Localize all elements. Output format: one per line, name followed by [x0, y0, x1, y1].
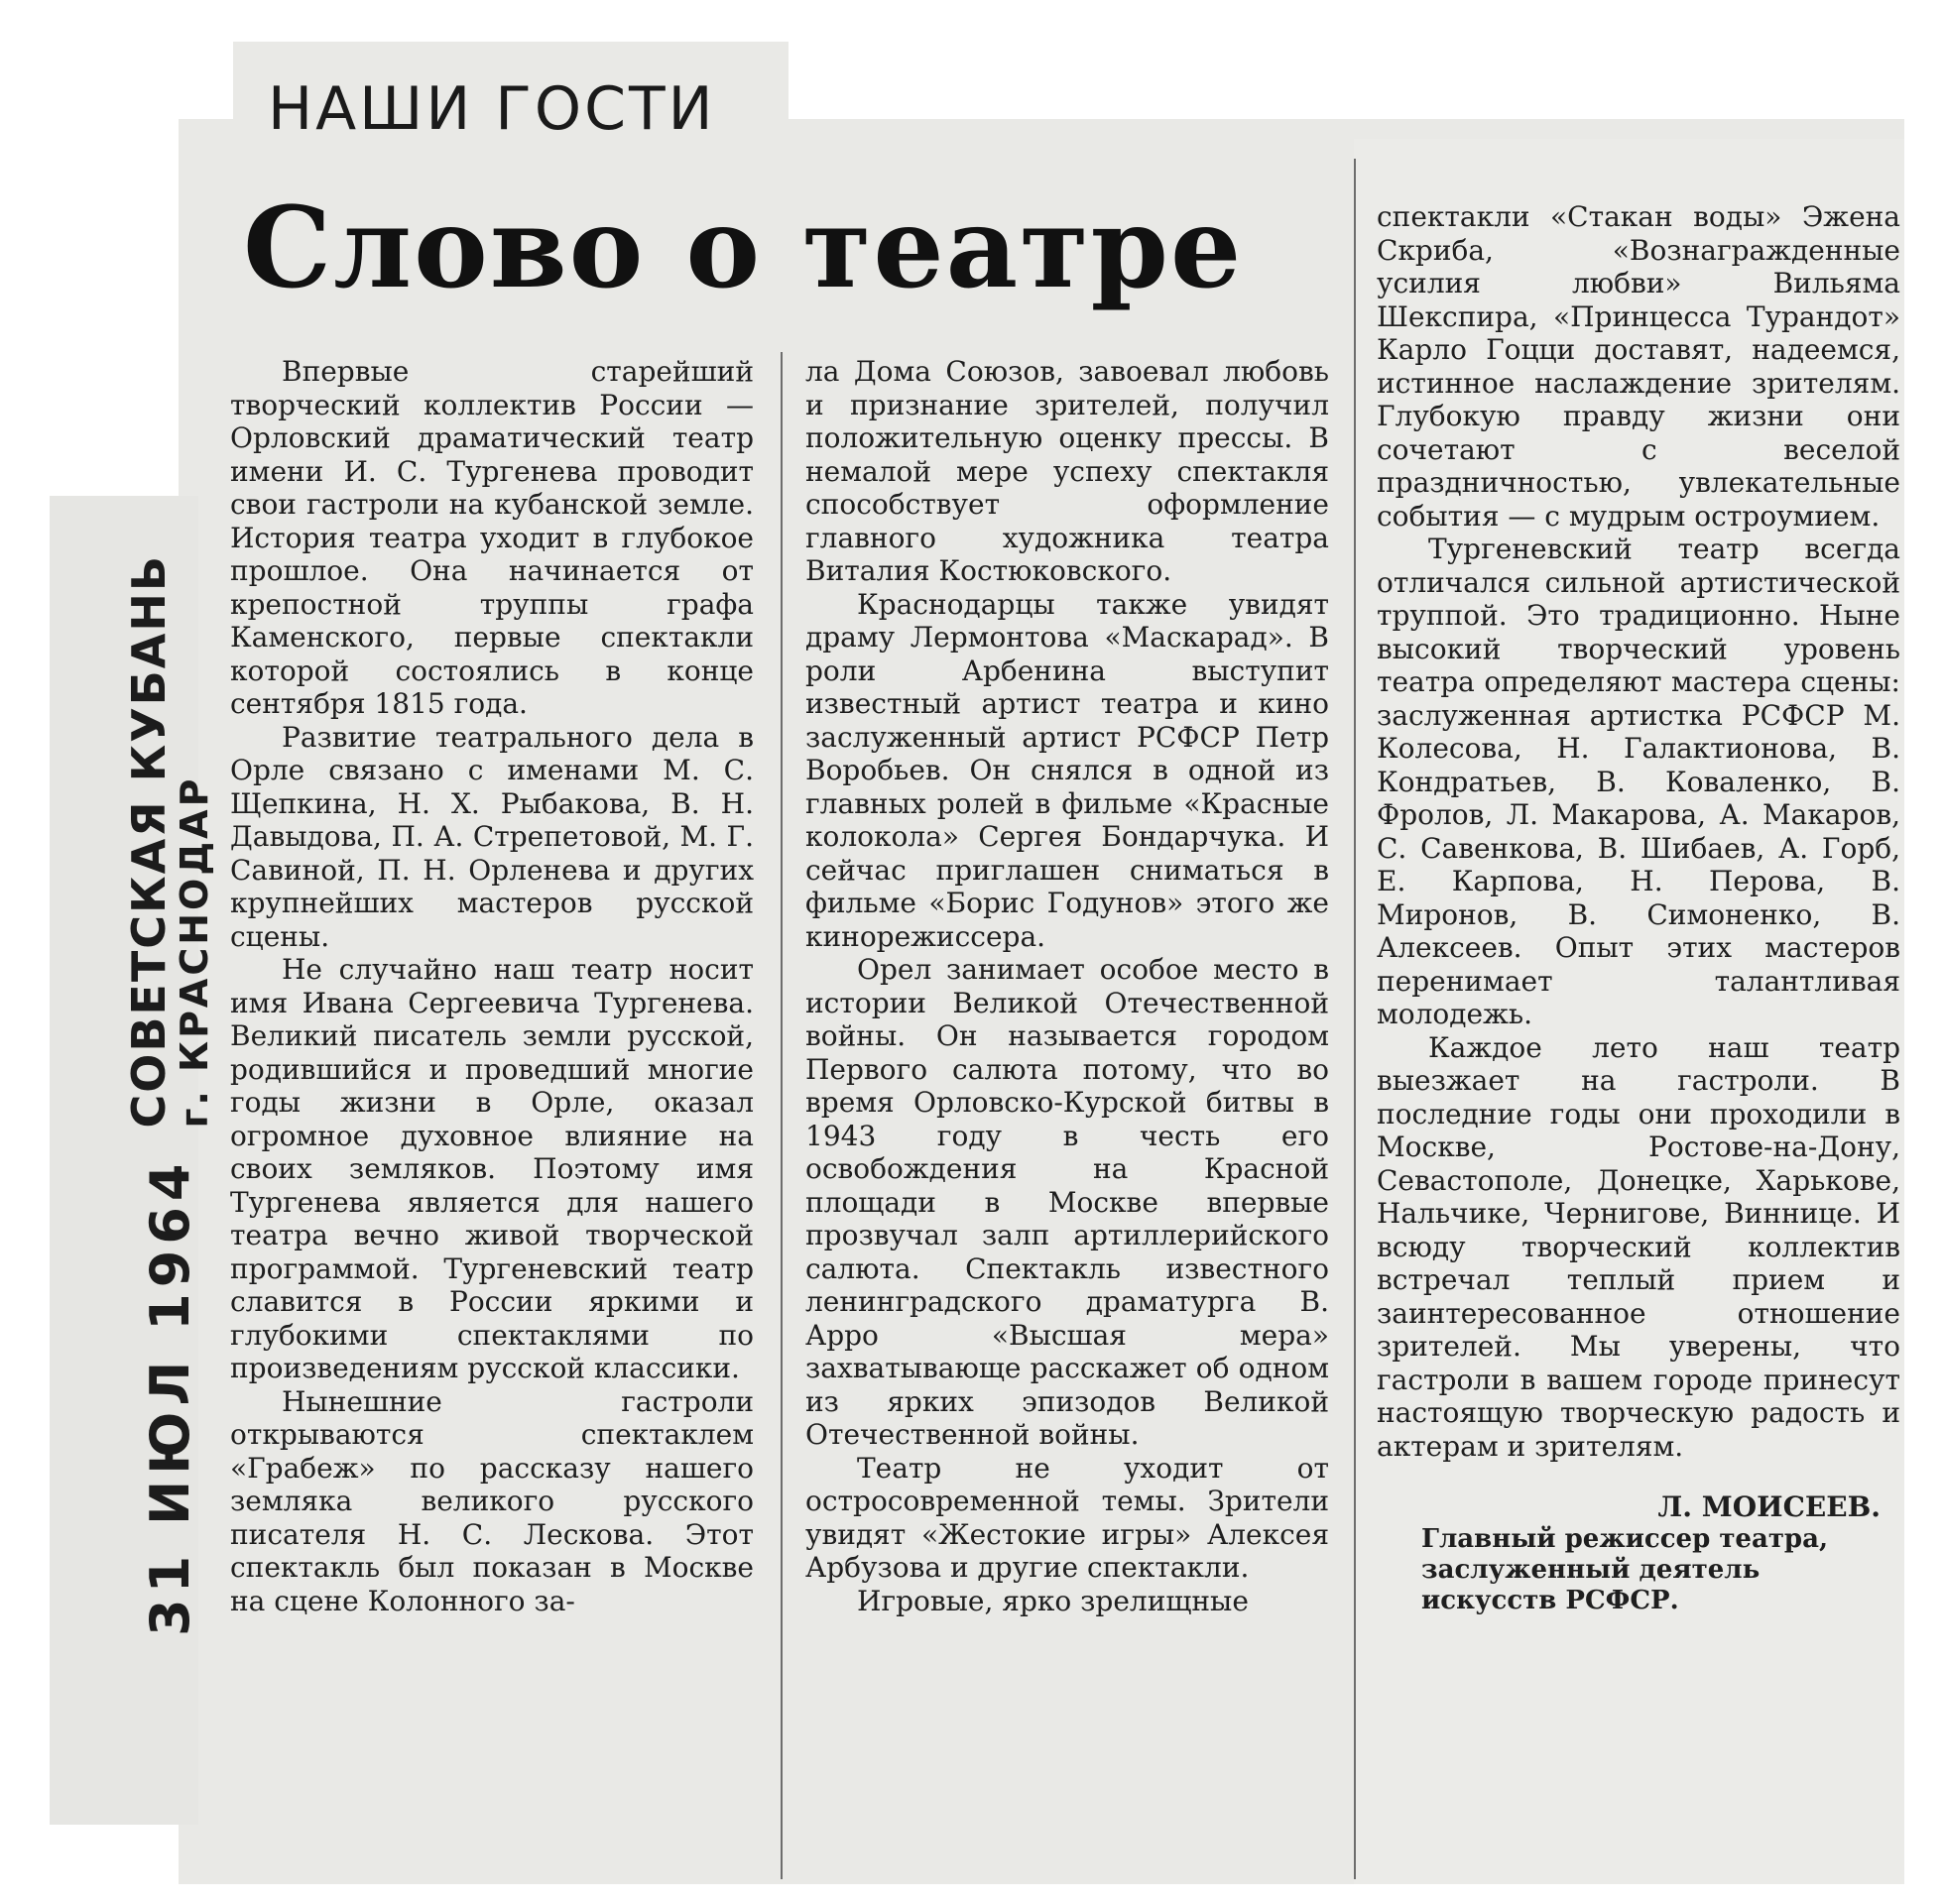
stamp-city: г. КРАСНОДАР — [172, 775, 216, 1129]
paragraph: Каждое лето наш театр выезжает на гастроли. В последние годы они проходили в Москве, Ростове-на-Дону, Севастополе, Донецке, Харькове, Нальчике, Чернигове, Виннице. И всюду творческий коллектив встречал теплый прием и заинтересованное отношение зрителей. Мы уверены, что гастроли в вашем городе принесут настоящую творческую радость и актерам и зрителям. — [1377, 1030, 1900, 1463]
paragraph: Краснодарцы также увидят драму Лермонтова «Маскарад». В роли Арбенина выступит известный артист театра и кино заслуженный артист РСФСР Петр Воробьев. Он снялся в одной из главных ролей в фильме «Красные колокола» Сергея Бондарчука. И сейчас приглашен сниматься в фильме «Борис Годунов» этого же кинорежиссера. — [805, 587, 1329, 953]
paragraph: Впервые старейший творческий коллектив России — Орловский драматический театр имени И. С. Тургенева проводит свои гастроли на кубанской земле. История театра уходит в глубокое прошлое. Она начинается от крепостной труппы графа Каменского, первые спектакли которой состоялись в конце сентября 1815 года. — [230, 355, 754, 720]
column-divider — [1354, 159, 1356, 1879]
paragraph: Театр не уходит от остросовременной темы. Зрители увидят «Жестокие игры» Алексея Арбузова и другие спектакли. — [805, 1451, 1329, 1584]
author-title: Главный режиссер театра, заслуженный деятель искусств РСФСР. — [1421, 1523, 1829, 1615]
paragraph: Игровые, ярко зрелищные — [857, 1584, 1249, 1617]
author-name: Л. МОИСЕЕВ. — [1657, 1490, 1881, 1523]
paragraph: спектакли «Стакан воды» Эжена Скриба, «Вознагражденные усилия любви» Вильяма Шекспира, «Принцесса Турандот» Карло Гоцци доставят, надеемся, истинное наслаждение зрителям. Глубокую правду жизни они сочетают с веселой праздничностью, увлекательные события — с мудрым остроумием. — [1377, 200, 1900, 533]
article-headline: Слово о театре — [243, 183, 1244, 313]
rubric-title: НАШИ ГОСТИ — [268, 74, 716, 144]
paragraph: Не случайно наш театр носит имя Ивана Сергеевича Тургенева. Великий писатель земли русской, родившийся и проведший многие годы жизни в Орле, оказал огромное духовное влияние на своих земляков. Поэтому имя Тургенева является для нашего театра вечно живой творческой программой. Тургеневский театр славится в России яркими и глубокими спектаклями по произведениям русской классики. — [230, 953, 754, 1384]
article-column-1 — [230, 355, 754, 1617]
article-column-2 — [805, 355, 1329, 1617]
column-divider — [781, 352, 783, 1879]
paragraph: Нынешние гастроли открываются спектаклем «Грабеж» по рассказу нашего земляка великого русского писателя Н. С. Лескова. Этот спектакль был показан в Москве на сцене Колонного за- — [230, 1384, 754, 1617]
newspaper-stamp — [124, 554, 215, 1636]
stamp-newspaper-block — [124, 554, 215, 1128]
paragraph: Орел занимает особое место в истории Великой Отечественной войны. Он называется городом Первого салюта потому, что во время Орловско-Курской битвы в 1943 году в честь его освобождения на Красной площади в Москве впервые прозвучал залп артиллерийского салюта. Спектакль известного ленинградского драматурга В. Арро «Высшая мера» захватывающе расскажет об одном из ярких эпизодов Великой Отечественной войны. — [805, 953, 1329, 1451]
paragraph: Развитие театрального дела в Орле связано с именами М. С. Щепкина, Н. Х. Рыбакова, В. Н. Давыдова, П. А. Стрепетовой, М. Г. Савиной, П. Н. Орленева и других крупнейших мастеров русской сцены. — [230, 720, 754, 953]
stamp-date: 31 ИЮЛ 1964 — [138, 1157, 201, 1636]
article-column-3 — [1377, 200, 1900, 1616]
author-signature — [1377, 1490, 1900, 1616]
stamp-newspaper-name: СОВЕТСКАЯ КУБАНЬ — [122, 554, 176, 1129]
paragraph: ла Дома Союзов, завоевал любовь и признание зрителей, получил положительную оценку прессы. В немалой мере успеху спектакля способствует оформление главного художника театра Виталия Костюковского. — [805, 355, 1329, 587]
paragraph: Тургеневский театр всегда отличался сильной артистической труппой. Это традиционно. Ныне высокий творческий уровень театра определяют мастера сцены: заслуженная артистка РСФСР М. Колесова, Н. Галактионова, В. Кондратьев, В. Коваленко, В. Фролов, Л. Макарова, А. Макаров, С. Савенкова, В. Шибаев, А. Горб, Е. Карпова, Н. Перова, В. Миронов, В. Симоненко, В. Алексеев. Опыт этих мастеров перенимает талантливая молодежь. — [1377, 533, 1900, 1030]
